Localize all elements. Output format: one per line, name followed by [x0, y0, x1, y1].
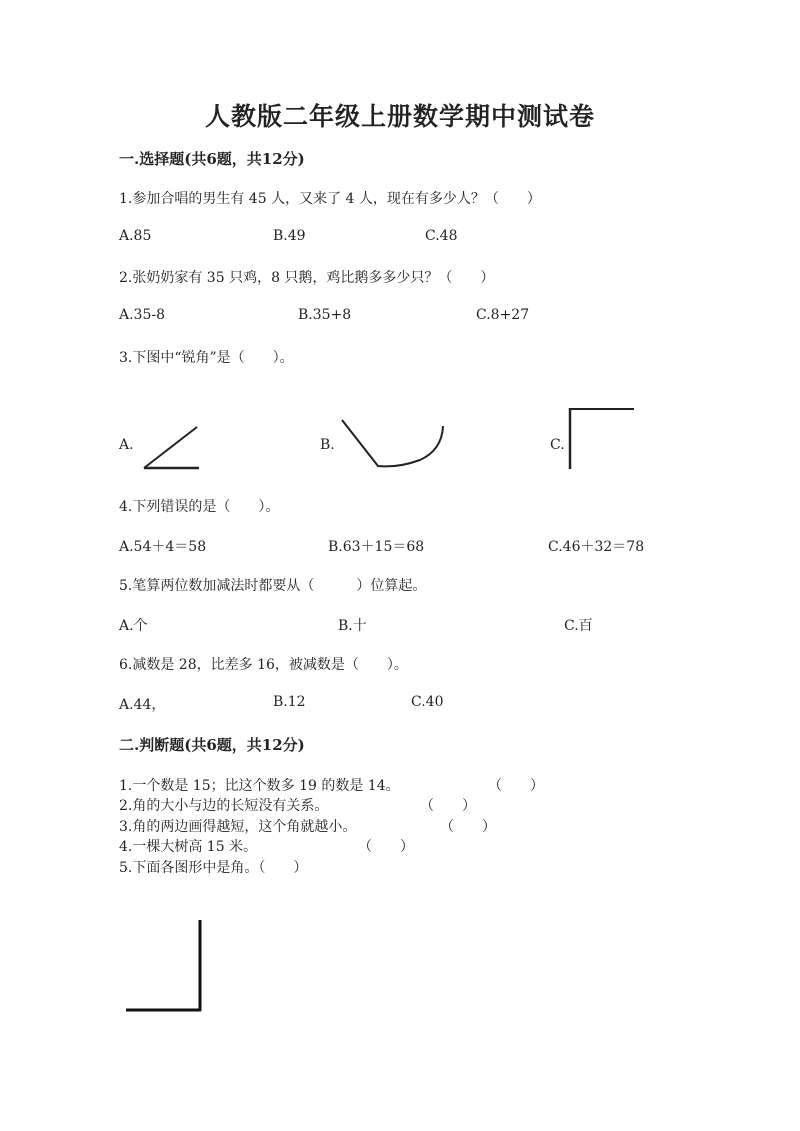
- judgement-2: 2.角的大小与边的长短没有关系。: [119, 798, 329, 814]
- q4-option-c: C.46＋32＝78: [548, 539, 645, 555]
- question-3: 3.下图中“锐角”是（ ）。: [119, 350, 294, 366]
- question-2: 2.张奶奶家有 35 只鸡，8 只鹅，鸡比鹅多多少只？（ ）: [119, 270, 495, 286]
- judgement-3: 3.角的两边画得越短，这个角就越小。: [119, 819, 357, 835]
- q2-option-c: C.8+27: [476, 307, 530, 323]
- judgement-4: 4.一棵大树高 15 米。: [119, 839, 258, 855]
- question-4: 4.下列错误的是（ ）。: [119, 499, 280, 515]
- q3-option-c: C.: [550, 437, 565, 453]
- section-heading-judgement: 二.判断题(共6题，共12分): [119, 736, 305, 754]
- judgement-3-paren: （ ）: [440, 819, 496, 835]
- section-heading-choice: 一.选择题(共6题，共12分): [119, 150, 305, 168]
- q5-option-b: B.十: [338, 618, 367, 634]
- acute-angle-figure: [140, 424, 205, 472]
- judgement-4-paren: （ ）: [358, 839, 414, 855]
- q3-option-b: B.: [320, 437, 335, 453]
- judgement-5: 5.下面各图形中是角。（ ）: [119, 860, 308, 876]
- q4-option-b: B.63＋15＝68: [328, 539, 425, 555]
- q6-option-c: C.40: [411, 694, 444, 710]
- question-6: 6.减数是 28，比差多 16，被减数是（ ）。: [119, 657, 408, 673]
- q3-option-a: A.: [119, 437, 134, 453]
- q5-option-a: A.个: [119, 618, 148, 634]
- question-1: 1.参加合唱的男生有 45 人，又来了 4 人，现在有多少人？（ ）: [119, 191, 541, 207]
- judgement-1-paren: （ ）: [488, 778, 544, 794]
- page-title: 人教版二年级上册数学期中测试卷: [204, 102, 595, 131]
- judgement-2-paren: （ ）: [420, 798, 476, 814]
- question-5: 5.笔算两位数加减法时都要从（ ）位算起。: [119, 578, 427, 594]
- right-angle-figure: [566, 405, 636, 471]
- q6-option-b: B.12: [273, 694, 306, 710]
- curved-shape-figure: [338, 416, 450, 472]
- q1-option-c: C.48: [425, 228, 458, 244]
- open-angle-figure: [124, 918, 204, 1014]
- q6-option-a: A.44，: [119, 697, 166, 713]
- q2-option-a: A.35-8: [119, 307, 166, 323]
- q1-option-b: B.49: [273, 228, 306, 244]
- q4-option-a: A.54＋4＝58: [119, 539, 207, 555]
- q1-option-a: A.85: [119, 228, 152, 244]
- q5-option-c: C.百: [564, 618, 593, 634]
- q2-option-b: B.35+8: [298, 307, 352, 323]
- judgement-1: 1.一个数是 15；比这个数多 19 的数是 14。: [119, 778, 400, 794]
